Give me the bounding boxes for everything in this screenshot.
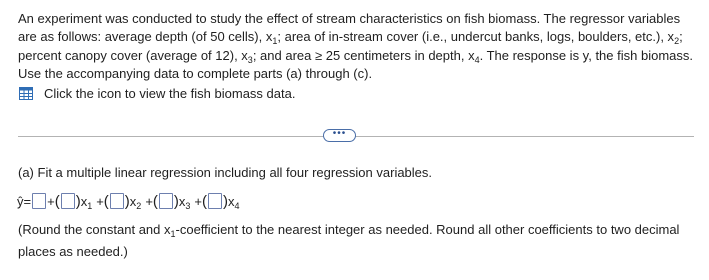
open-paren: ( [103, 192, 109, 210]
equals-sign: = [23, 193, 32, 209]
coef-group-x3 [153, 193, 179, 209]
plus-sign: + [47, 193, 55, 209]
plus-sign: + [145, 193, 153, 209]
ellipsis-icon: ••• [332, 127, 347, 139]
x2-coefficient-box[interactable] [110, 193, 124, 209]
coef-group-x2 [104, 193, 130, 209]
x3-variable: $x_3$ [178, 193, 191, 211]
x4-variable: $x_4$ [228, 193, 240, 211]
regression-equation [17, 189, 244, 213]
note-line-1: (Round the constant and $x_1$-coefficient to the nearest integer as needed. Round all other coefficients to two decimal [18, 222, 680, 239]
intro-line-3: percent canopy cover (average of 12), $x_3$; and area ≥ 25 centimeters in depth, $x_4$. The response is y, the fish biomass. [18, 47, 693, 65]
section-divider [18, 136, 694, 137]
open-paren: ( [152, 192, 158, 210]
constant-answer-box[interactable] [32, 193, 46, 209]
y-hat-symbol: ŷ [17, 193, 24, 209]
table-icon[interactable] [19, 87, 33, 100]
expand-button[interactable] [323, 129, 356, 142]
close-paren: ) [124, 192, 130, 210]
close-paren: ) [75, 192, 81, 210]
intro-line-4: Use the accompanying data to complete parts (a) through (c). [18, 65, 373, 81]
problem-statement [18, 10, 702, 83]
x2-variable: $x_2$ [129, 193, 142, 211]
view-data-label[interactable]: Click the icon to view the fish biomass data. [44, 85, 296, 101]
note-line-2: places as needed.) [18, 243, 128, 259]
intro-line-2: are as follows: average depth (of 50 cells), $x_1$; area of in-stream cover (i.e., undercut banks, logs, boulders, etc.), $x_2$; [18, 29, 683, 47]
open-paren: ( [54, 192, 60, 210]
plus-sign: + [194, 193, 203, 209]
plus-sign: + [96, 193, 104, 209]
close-paren: ) [173, 192, 179, 210]
open-paren: ( [202, 192, 208, 210]
part-a-question: (a) Fit a multiple linear regression including all four regression variables. [18, 165, 433, 180]
view-data-link[interactable] [19, 85, 295, 101]
x4-coefficient-box[interactable] [208, 193, 222, 209]
close-paren: ) [223, 192, 229, 210]
x1-coefficient-box[interactable] [61, 193, 75, 209]
coef-group-x1 [55, 193, 81, 209]
rounding-instructions [18, 219, 698, 262]
x1-variable: $x_1$ [80, 193, 93, 211]
x3-coefficient-box[interactable] [159, 193, 173, 209]
intro-line-1: An experiment was conducted to study the effect of stream characteristics on fish biomass. The regressor variables [18, 11, 681, 26]
coef-group-x4 [202, 193, 228, 209]
